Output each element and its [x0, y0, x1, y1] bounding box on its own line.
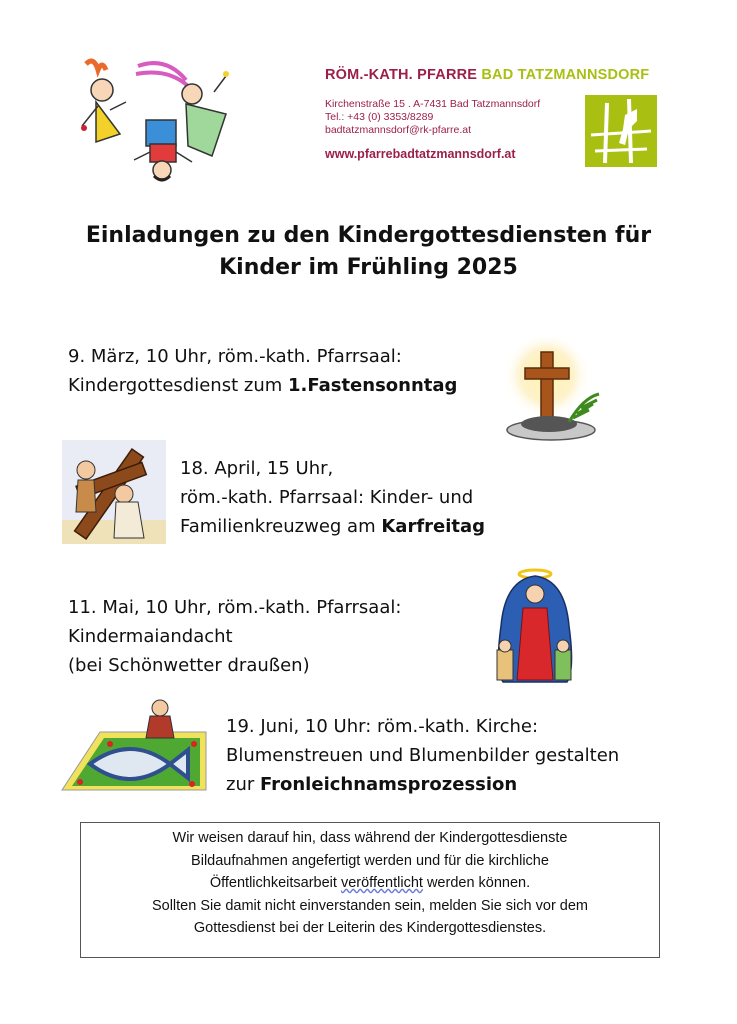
- event-2-line-3: Familienkreuzweg am Karfreitag: [180, 516, 486, 537]
- cross-ashes-icon: [503, 338, 603, 444]
- mary-icon: [491, 566, 579, 686]
- spellcheck-underlined-word: veröffentlicht: [340, 875, 423, 891]
- notice-line-4: Sollten Sie damit nicht einverstanden sein, melden Sie sich vor dem: [151, 897, 589, 914]
- event-4-line-1: 19. Juni, 10 Uhr: röm.-kath. Kirche:: [226, 716, 539, 737]
- parish-prefix: RÖM.-KATH. PFARRE: [325, 67, 478, 83]
- event-3-line-3: (bei Schönwetter draußen): [68, 655, 310, 676]
- event-4-line-2: Blumenstreuen und Blumenbilder gestalten: [226, 745, 620, 766]
- event-fronleichnam: [226, 712, 619, 799]
- event-3-line-1: 11. Mai, 10 Uhr, röm.-kath. Pfarrsaal:: [68, 597, 402, 618]
- parish-name: [325, 67, 649, 83]
- event-4-line-3: zur Fronleichnamsprozession: [226, 774, 518, 795]
- notice-line-5: Gottesdienst bei der Leiterin des Kindergottesdienstes.: [193, 920, 547, 936]
- parish-email: badtatzmannsdorf@rk-pfarre.at: [325, 124, 472, 136]
- page-title: [0, 220, 737, 284]
- notice-line-1: Wir weisen darauf hin, dass während der Kindergottesdienste: [172, 830, 568, 846]
- notice-line-3: Öffentlichkeitsarbeit veröffentlicht werden können.: [209, 875, 531, 891]
- parish-website: www.pfarrebadtatzmannsdorf.at: [325, 147, 516, 161]
- event-1-line-1: 9. März, 10 Uhr, röm.-kath. Pfarrsaal:: [68, 346, 402, 367]
- event-kindermaiandacht: [68, 593, 401, 680]
- title-line-1: Einladungen zu den Kindergottesdiensten für: [85, 223, 652, 248]
- title-line-2: Kinder im Frühling 2025: [219, 255, 518, 280]
- flower-carpet-fish-icon: [60, 694, 210, 794]
- event-fastensonntag: [68, 342, 457, 400]
- event-1-line-2: Kindergottesdienst zum 1.Fastensonntag: [68, 375, 458, 396]
- parish-place: BAD TATZMANNSDORF: [481, 67, 650, 83]
- parish-address: Kirchenstraße 15 . A-7431 Bad Tatzmannsdorf: [325, 98, 541, 110]
- event-2-line-2: röm.-kath. Pfarrsaal: Kinder- und: [180, 487, 474, 508]
- event-karfreitag: [180, 454, 485, 541]
- parish-logo-icon: [585, 95, 657, 167]
- event-3-line-2: Kindermaiandacht: [68, 626, 233, 647]
- notice-line-2: Bildaufnahmen angefertigt werden und für die kirchliche: [191, 852, 549, 869]
- parish-phone: Tel.: +43 (0) 3353/8289: [325, 111, 434, 123]
- event-2-line-1: 18. April, 15 Uhr,: [180, 458, 334, 479]
- jesus-carrying-cross-icon: [62, 440, 166, 544]
- children-clipart-icon: [76, 56, 236, 184]
- photo-notice-box: [80, 822, 660, 958]
